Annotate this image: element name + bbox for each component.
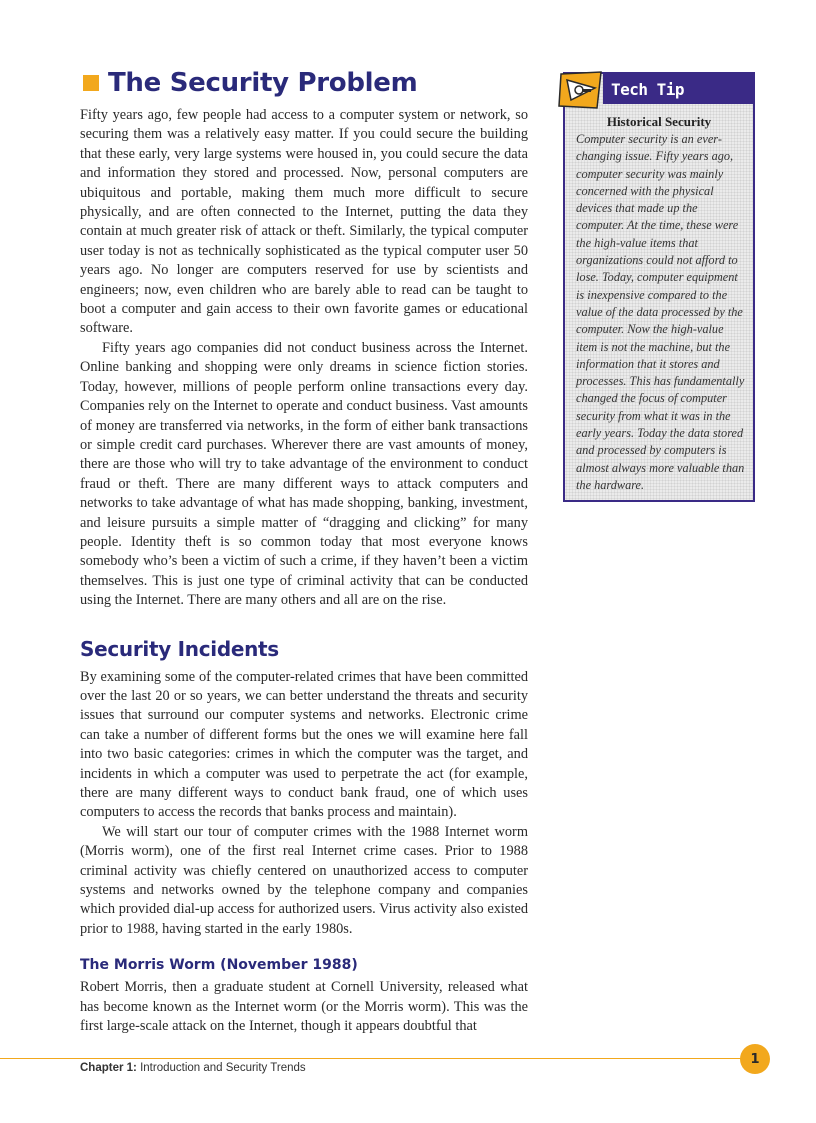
footer-rule — [0, 1058, 752, 1059]
heading-bullet-square — [83, 75, 99, 91]
tech-tip-body: Computer security is an ever-changing issue. Fifty years ago, computer security was mainly concerned with the physical devices that made up the computer. At the time, these were the high-value items that organizations could not afford to lose. Today, computer equipment is inexpensive compared to the value of the data processed by the computer. Now the high-value item is not the machine, but the information that it stores and processes. This has fundamentally changed the focus of computer security from what it was in the early years. Today the data stored and processed by computers is almost always more valuable than the hardware. — [576, 132, 745, 492]
subsubsection-title: The Morris Worm (November 1988) — [80, 957, 358, 974]
body-paragraph: Robert Morris, then a graduate student at Cornell University, released what has become known as the Internet worm (or the Morris worm). This was the first large-scale attack on the Internet, though it appears doubtful that — [80, 979, 528, 1035]
body-paragraph: We will start our tour of computer crimes with the 1988 Internet worm (Morris worm), one of the first real Internet crime cases. Prior to 1988 criminal activity was chiefly centered on unauthorized access to computer systems and networks owned by the telephone company and companies which provided dial-up access for authorized users. Virus activity also existed prior to 1988, having started in the early 1980s. — [80, 823, 528, 937]
body-paragraph: By examining some of the computer-related crimes that have been committed over the last 20 or so years, we can better understand the threats and security issues that surround our computer systems and networks. Electronic crime can take a number of different forms but the ones we will examine here fall into two basic categories: crimes in which the computer was the target, and incidents in which a computer was used to perpetrate the act (for example, there are many different ways to conduct bank fraud, one of which uses computers to access the records that banks process and maintain). — [80, 668, 528, 821]
footer-text — [80, 1062, 306, 1074]
tech-tip-label: Tech Tip — [611, 79, 685, 99]
chapter-title: Introduction and Security Trends — [140, 1062, 306, 1074]
section-heading — [80, 68, 528, 98]
tech-tip-icon — [557, 68, 605, 112]
page-number: 1 — [740, 1044, 770, 1074]
body-paragraph: Fifty years ago, few people had access to a computer system or network, so securing them was a relatively easy matter. If you could secure the building that these early, very large systems were housed in, you could secure the data and information they stored and processed. Now, personal computers are ubiquitous and portable, making them much more difficult to secure physically, and are often connected to the Internet, putting the data they contain at much greater risk of attack or theft. Similarly, the typical computer user today is not as technically sophisticated as the typical computer user 50 years ago. No longer are computers reserved for use by scientists and engineers; now, even children who are barely able to read can be taught to boot a computer and gain access to their own favorite games or educational software. — [80, 107, 528, 337]
tech-tip-header — [603, 74, 753, 104]
chapter-label: Chapter 1: — [80, 1062, 137, 1074]
subsection-title: Security Incidents — [80, 636, 279, 661]
tech-tip-title: Historical Security — [606, 114, 712, 129]
main-column — [80, 68, 528, 1036]
section-title: The Security Problem — [108, 68, 418, 98]
body-paragraph: Fifty years ago companies did not conduct business across the Internet. Online banking and shopping were only dreams in science fiction stories. Today, however, millions of people perform online transactions every day. Companies rely on the Internet to operate and conduct business. Vast amounts of money are transferred via networks, in the form of either bank transactions or simple credit card purchases. Wherever there are vast amounts of money, there are those who will try to take advantage of the environment to conduct fraud or theft. There are many different ways to attack computers and networks to take advantage of what has made shopping, banking, investment, and leisure pursuits a simple matter of “dragging and clicking” for many people. Identity theft is so common today that most everyone knows somebody who’s been a victim of such a crime, if they haven’t been a victim themselves. This is just one type of criminal activity that can be conducted using the Internet. There are many others and all are on the rise. — [80, 339, 528, 609]
tech-tip-box — [563, 72, 755, 502]
